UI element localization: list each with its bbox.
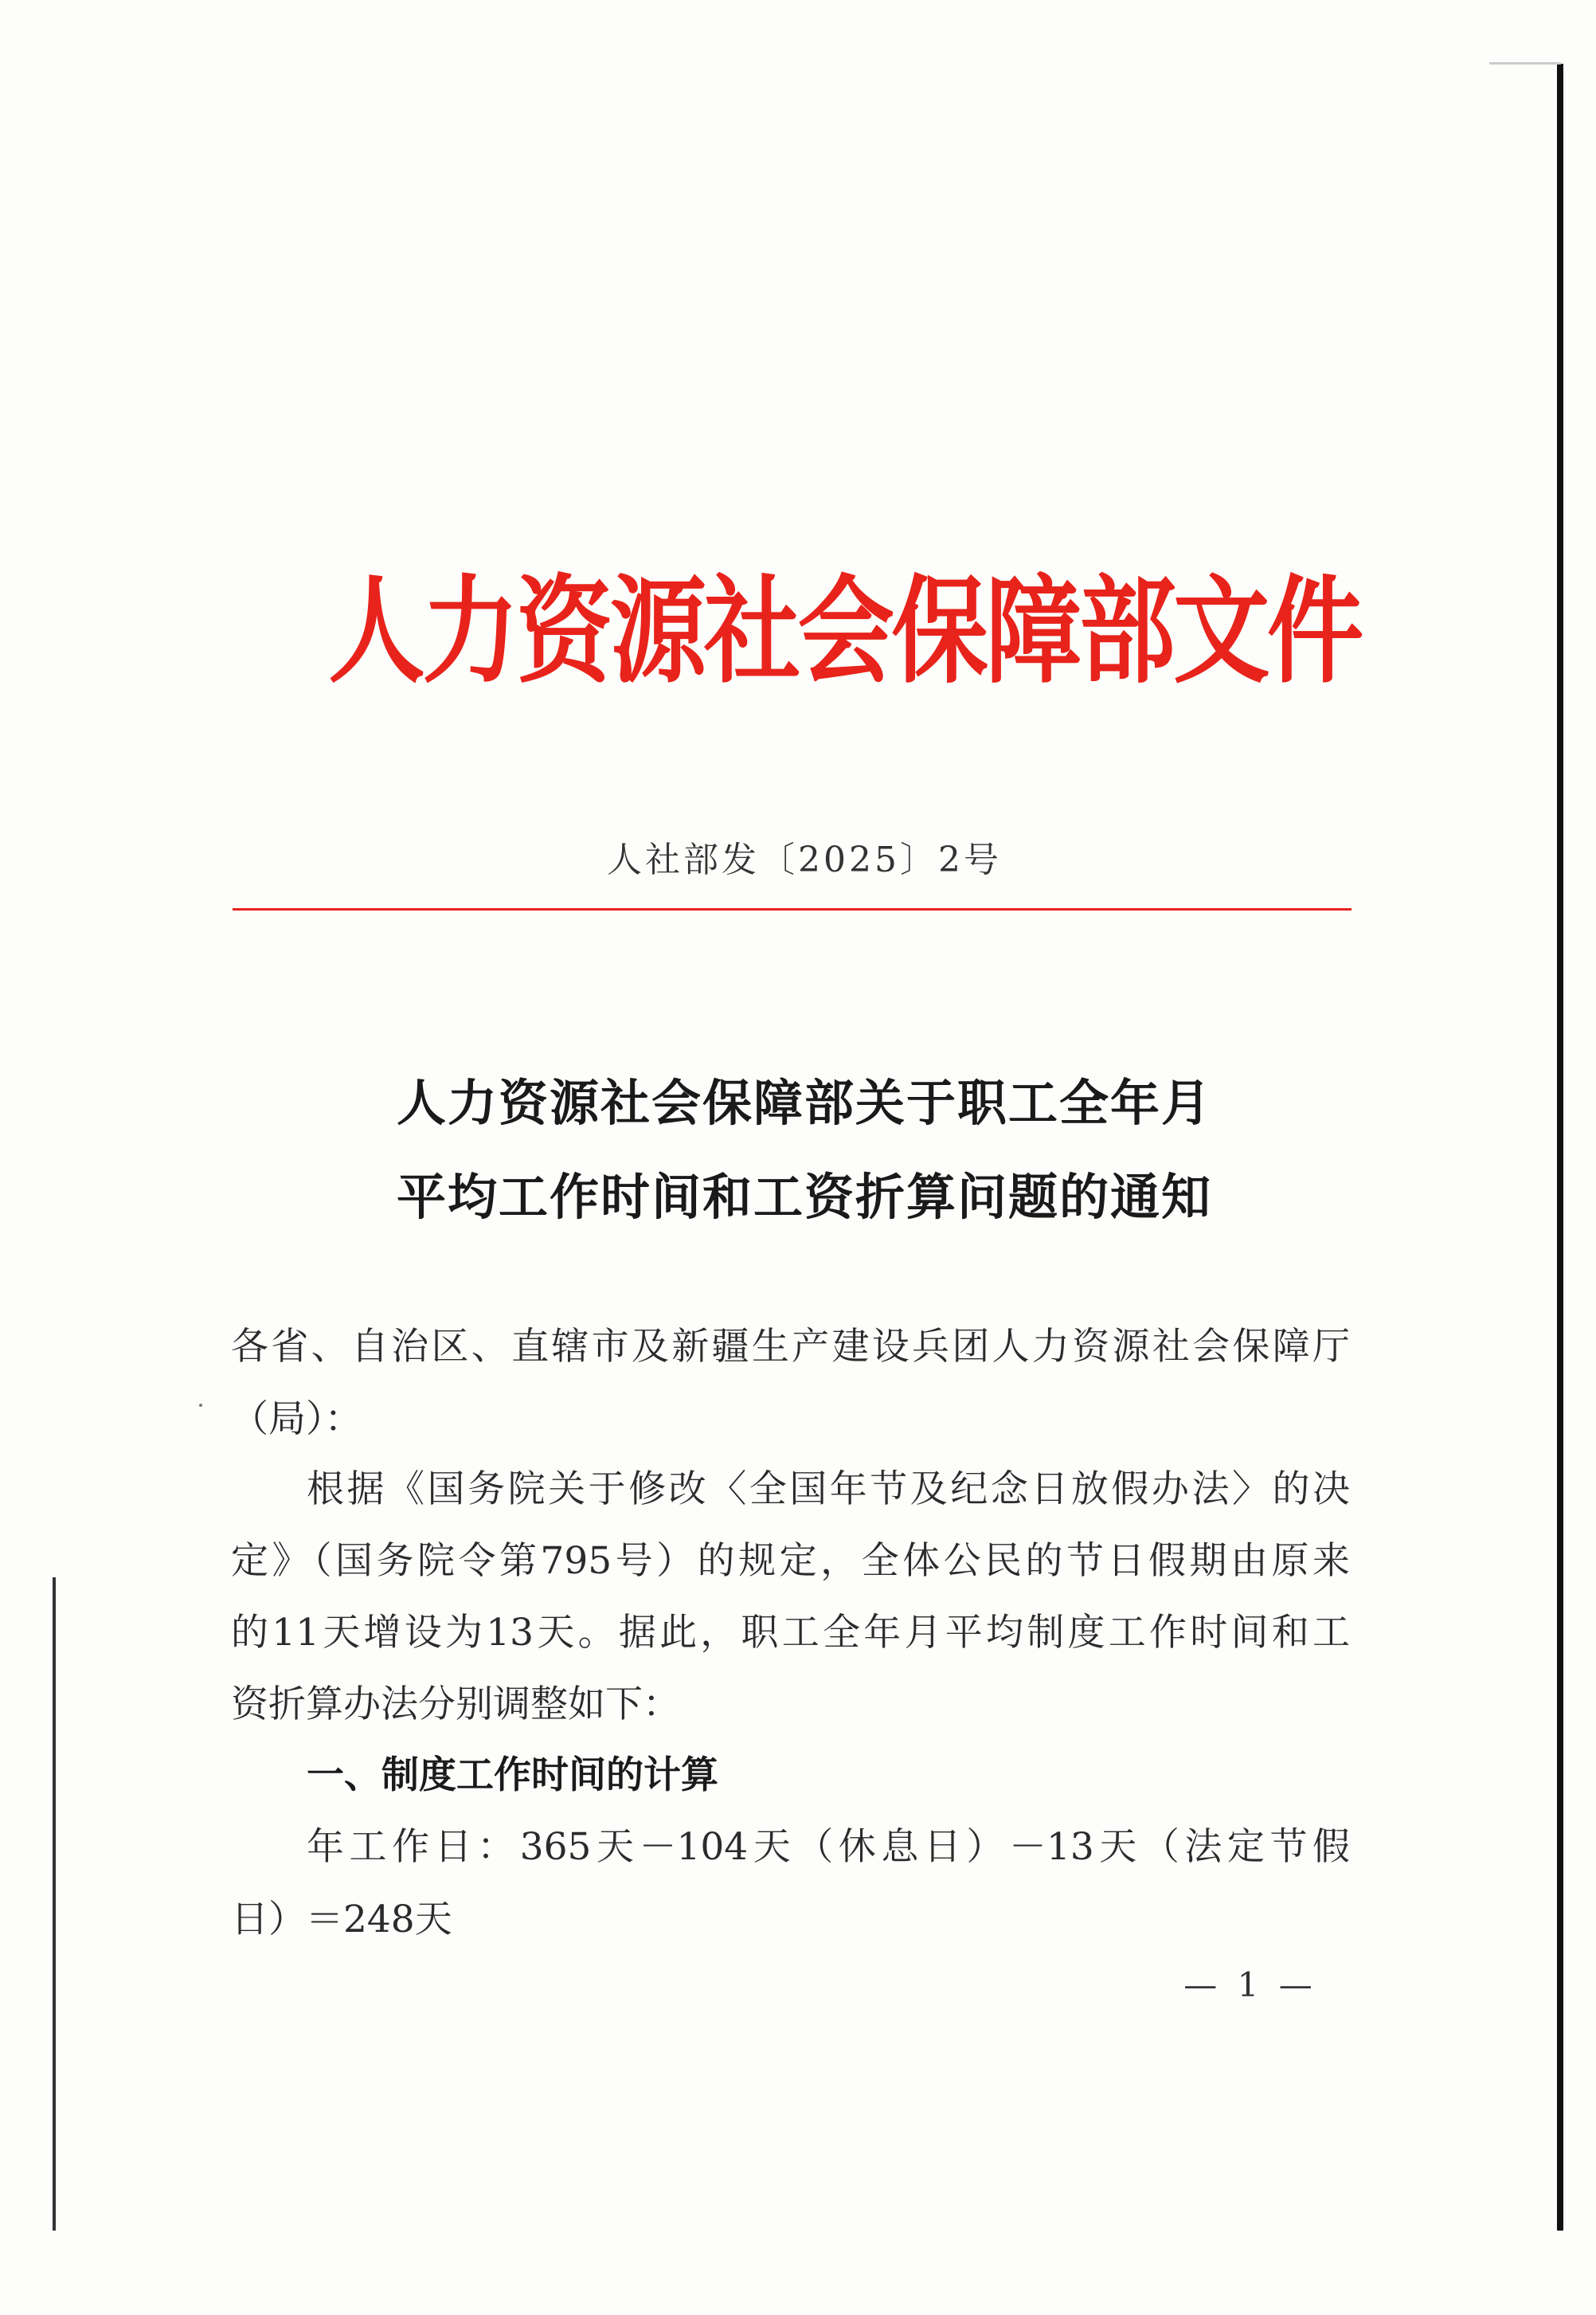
formula-line-2: 日）＝248天: [231, 1898, 452, 1941]
scan-edge-shadow: [1557, 64, 1563, 2231]
notice-title-line-2: 平均工作时间和工资折算问题的通知: [396, 1168, 1212, 1226]
addressee-line-2: （局）：: [231, 1397, 362, 1441]
paragraph-1-line-2: 定》（国务院令第795号）的规定，全体公民的节日假期由原来: [231, 1539, 1350, 1583]
notice-title-line-1: 人力资源社会保障部关于职工全年月: [396, 1074, 1212, 1132]
section-1-heading: 一、制度工作时间的计算: [307, 1753, 718, 1797]
formula-line-1: 年工作日：365天－104天（休息日）－13天（法定节假: [307, 1825, 1350, 1869]
paragraph-1-line-1: 根据《国务院关于修改〈全国年节及纪念日放假办法〉的决: [307, 1467, 1350, 1511]
red-header-rule: [233, 908, 1352, 911]
paragraph-1-line-3: 的11天增设为13天。据此，职工全年月平均制度工作时间和工: [231, 1611, 1350, 1655]
scan-corner-mark: [1489, 62, 1561, 65]
addressee-line-1: 各省、自治区、直辖市及新疆生产建设兵团人力资源社会保障厅: [231, 1325, 1350, 1369]
paragraph-1-line-4: 资折算办法分别调整如下：: [231, 1682, 680, 1726]
page-number: — 1 —: [1183, 1965, 1317, 2004]
document-number: 人社部发〔2025〕2号: [607, 840, 1002, 880]
scan-speck: [199, 1404, 202, 1407]
document-header-title: 人力资源社会保障部文件: [328, 563, 1361, 699]
scan-edge-shadow-left: [53, 1577, 56, 2231]
